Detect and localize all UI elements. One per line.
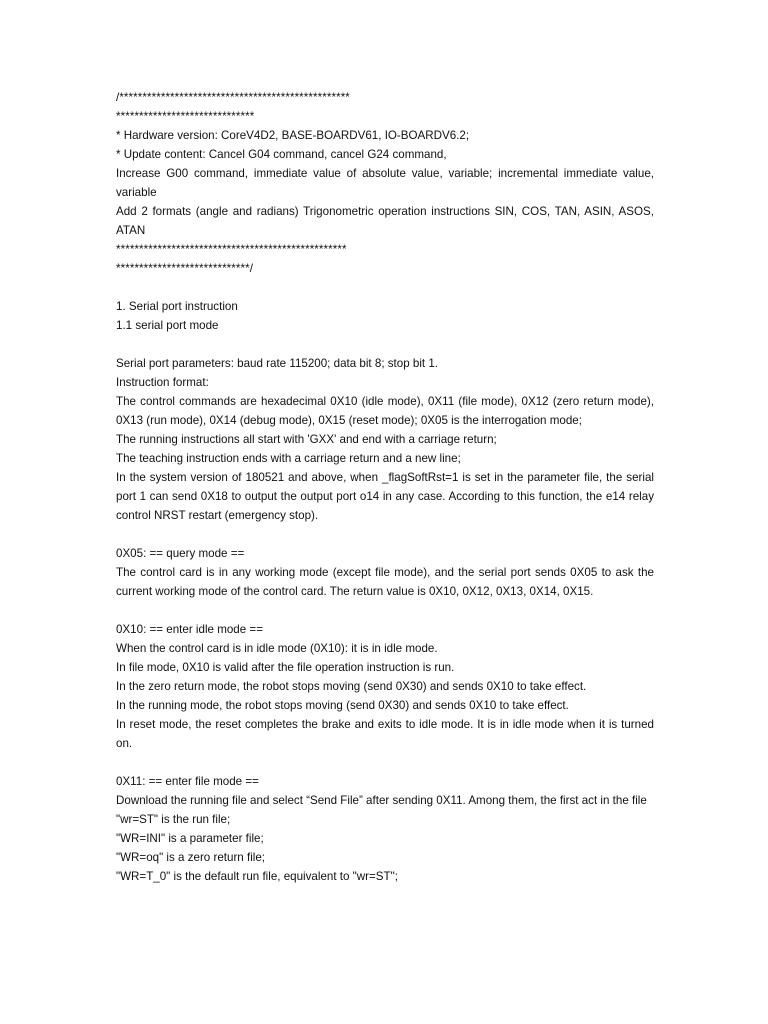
query-mode-heading: 0X05: == query mode == — [116, 547, 245, 560]
increase-note: Increase G00 command, immediate value of absolute value, variable; incremental immediate value, variable — [116, 167, 654, 199]
control-commands: The control commands are hexadecimal 0X10 (idle mode), 0X11 (file mode), 0X12 (zero return mode), 0X13 (run mode), 0X14 (debug mode), 0X15 (reset mode); 0X05 is the interrogation mode; — [116, 395, 654, 427]
file-type-item: "WR=T_0" is the default run file, equivalent to "wr=ST"; — [116, 870, 398, 883]
hardware-version: * Hardware version: CoreV4D2, BASE-BOARDV61, IO-BOARDV6.2; — [116, 129, 470, 142]
running-instructions: The running instructions all start with 'GXX' and end with a carriage return; — [116, 433, 497, 446]
idle-mode-line: When the control card is in idle mode (0X10): it is in idle mode. — [116, 642, 438, 655]
file-type-item: "WR=INI" is a parameter file; — [116, 832, 264, 845]
update-content: * Update content: Cancel G04 command, cancel G24 command, — [116, 148, 447, 161]
file-type-item: "wr=ST" is the run file; — [116, 813, 231, 826]
file-mode-heading: 0X11: == enter file mode == — [116, 775, 259, 788]
header-stars-bottom-cont: *****************************/ — [116, 262, 254, 275]
spacer — [116, 278, 654, 297]
spacer — [116, 335, 654, 354]
serial-params: Serial port parameters: baud rate 115200; data bit 8; stop bit 1. — [116, 357, 439, 370]
spacer — [116, 525, 654, 544]
file-type-item: "WR=oq" is a zero return file; — [116, 851, 266, 864]
file-mode-download: Download the running file and select “Send File” after sending 0X11. Among them, the first act in the file — [116, 794, 647, 807]
spacer — [116, 753, 654, 772]
instruction-format-label: Instruction format: — [116, 376, 209, 389]
idle-mode-line: In the zero return mode, the robot stops moving (send 0X30) and sends 0X10 to take effect. — [116, 680, 587, 693]
section-title: 1. Serial port instruction — [116, 300, 238, 313]
idle-mode-heading: 0X10: == enter idle mode == — [116, 623, 263, 636]
section-subtitle: 1.1 serial port mode — [116, 319, 219, 332]
header-stars-top: /************************************************** — [116, 91, 350, 104]
document-page — [116, 88, 654, 886]
idle-mode-line: In reset mode, the reset completes the brake and exits to idle mode. It is in idle mode when it is turned on. — [116, 718, 654, 750]
query-mode-body: The control card is in any working mode (except file mode), and the serial port sends 0X05 to ask the current working mode of the control card. The return value is 0X10, 0X12, 0X13, 0X14, 0X15. — [116, 566, 654, 598]
system-version-note: In the system version of 180521 and above, when _flagSoftRst=1 is set in the parameter file, the serial port 1 can send 0X18 to output the output port o14 in any case. According to this function, the e14 relay control NRST restart (emergency stop). — [116, 471, 654, 522]
teaching-instructions: The teaching instruction ends with a carriage return and a new line; — [116, 452, 461, 465]
header-stars-top-cont: ****************************** — [116, 110, 255, 123]
header-stars-bottom: ************************************************** — [116, 243, 347, 256]
idle-mode-line: In file mode, 0X10 is valid after the file operation instruction is run. — [116, 661, 455, 674]
spacer — [116, 601, 654, 620]
add-formats-note: Add 2 formats (angle and radians) Trigonometric operation instructions SIN, COS, TAN, ASIN, ASOS, ATAN — [116, 205, 654, 237]
idle-mode-line: In the running mode, the robot stops moving (send 0X30) and sends 0X10 to take effect. — [116, 699, 569, 712]
